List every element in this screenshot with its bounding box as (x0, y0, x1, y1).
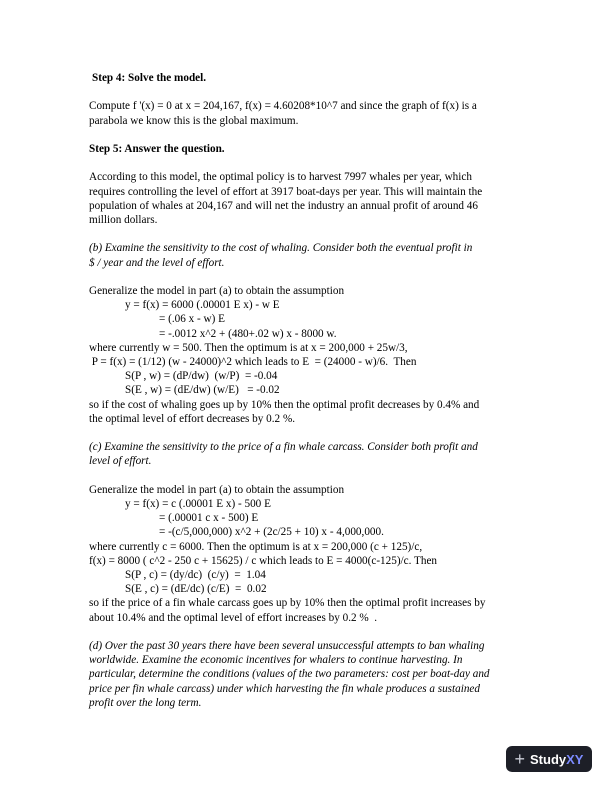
part-c-sensitivity: S(P , c) = (dy/dc) (c/y) = 1.04 (125, 569, 266, 581)
part-d-question: worldwide. Examine the economic incentives for whalers to continue harvesting. In (89, 654, 463, 667)
part-d-question: price per fin whale carcass) under which harvesting the fin whale produces a sustained (89, 682, 480, 695)
step5-heading: Step 5: Answer the question. (89, 142, 225, 155)
step5-line: requires controlling the level of effort at 3917 boat-days per year. This will maintain the (89, 185, 483, 198)
part-b-line: P = f(x) = (1/12) (w - 24000)^2 which leads to E = (24000 - w)/6. Then (89, 355, 417, 368)
part-b-equation: y = f(x) = 6000 (.00001 E x) - w E (125, 299, 280, 312)
step5-line: According to this model, the optimal policy is to harvest 7997 whales per year, which (89, 171, 472, 184)
part-c-sensitivity: S(E , c) = (dE/dc) (c/E) = 0.02 (125, 583, 267, 596)
brand-name: Study (530, 751, 567, 767)
part-b-conclusion: the optimal level of effort decreases by 0.2 %. (89, 412, 296, 425)
plus-icon: + (514, 749, 526, 769)
step4-heading: Step 4: Solve the model. (92, 72, 207, 84)
part-c-equation: = -(c/5,000,000) x^2 + (2c/25 + 10) x - 4,000,000. (159, 526, 384, 539)
part-c-intro: Generalize the model in part (a) to obtain the assumption (89, 483, 345, 496)
part-d-question: profit over the long term. (89, 696, 202, 709)
part-c-equation: y = f(x) = c (.00001 E x) - 500 E (125, 497, 271, 510)
part-c-conclusion: so if the price of a fin whale carcass goes up by 10% then the optimal profit increases by (89, 597, 486, 610)
part-b-question: (b) Examine the sensitivity to the cost of whaling. Consider both the eventual profit in (89, 242, 473, 255)
part-b-question: $ / year and the level of effort. (89, 256, 225, 269)
part-b-sensitivity: S(P , w) = (dP/dw) (w/P) = -0.04 (125, 370, 278, 383)
studyxy-badge[interactable] (506, 746, 592, 772)
part-b-line: where currently w = 500. Then the optimum is at x = 200,000 + 25w/3, (89, 341, 408, 354)
part-b-intro: Generalize the model in part (a) to obtain the assumption (89, 284, 345, 297)
brand-logo (530, 752, 583, 767)
step4-line: parabola we know this is the global maximum. (89, 114, 299, 127)
part-c-question: level of effort. (89, 455, 152, 468)
part-d-question: (d) Over the past 30 years there have been several unsuccessful attempts to ban whaling (89, 640, 485, 652)
document-page (89, 71, 529, 710)
part-c-line: where currently c = 6000. Then the optimum is at x = 200,000 (c + 125)/c, (89, 540, 423, 553)
part-c-line: f(x) = 8000 ( c^2 - 250 c + 15625) / c which leads to E = 4000(c-125)/c. Then (89, 554, 438, 567)
part-d-question: particular, determine the conditions (values of the two parameters: cost per boat-day and (89, 668, 490, 681)
brand-accent: XY (566, 751, 584, 767)
step5-line: million dollars. (89, 213, 158, 226)
part-b-equation: = (.06 x - w) E (159, 313, 225, 326)
part-b-sensitivity: S(E , w) = (dE/dw) (w/E) = -0.02 (125, 384, 280, 397)
part-b-equation: = -.0012 x^2 + (480+.02 w) x - 8000 w. (159, 327, 337, 340)
part-c-equation: = (.00001 c x - 500) E (159, 512, 259, 525)
part-c-question: (c) Examine the sensitivity to the price of a fin whale carcass. Consider both profit and (89, 441, 478, 454)
step5-line: population of whales at 204,167 and will net the industry an annual profit of around 46 (89, 199, 478, 212)
part-c-conclusion: about 10.4% and the optimal level of effort increases by 0.2 % . (89, 611, 378, 624)
part-b-conclusion: so if the cost of whaling goes up by 10% then the optimal profit decreases by 0.4% and (89, 398, 480, 411)
step4-line: Compute f '(x) = 0 at x = 204,167, f(x) = 4.60208*10^7 and since the graph of f(x) is a (89, 100, 477, 113)
